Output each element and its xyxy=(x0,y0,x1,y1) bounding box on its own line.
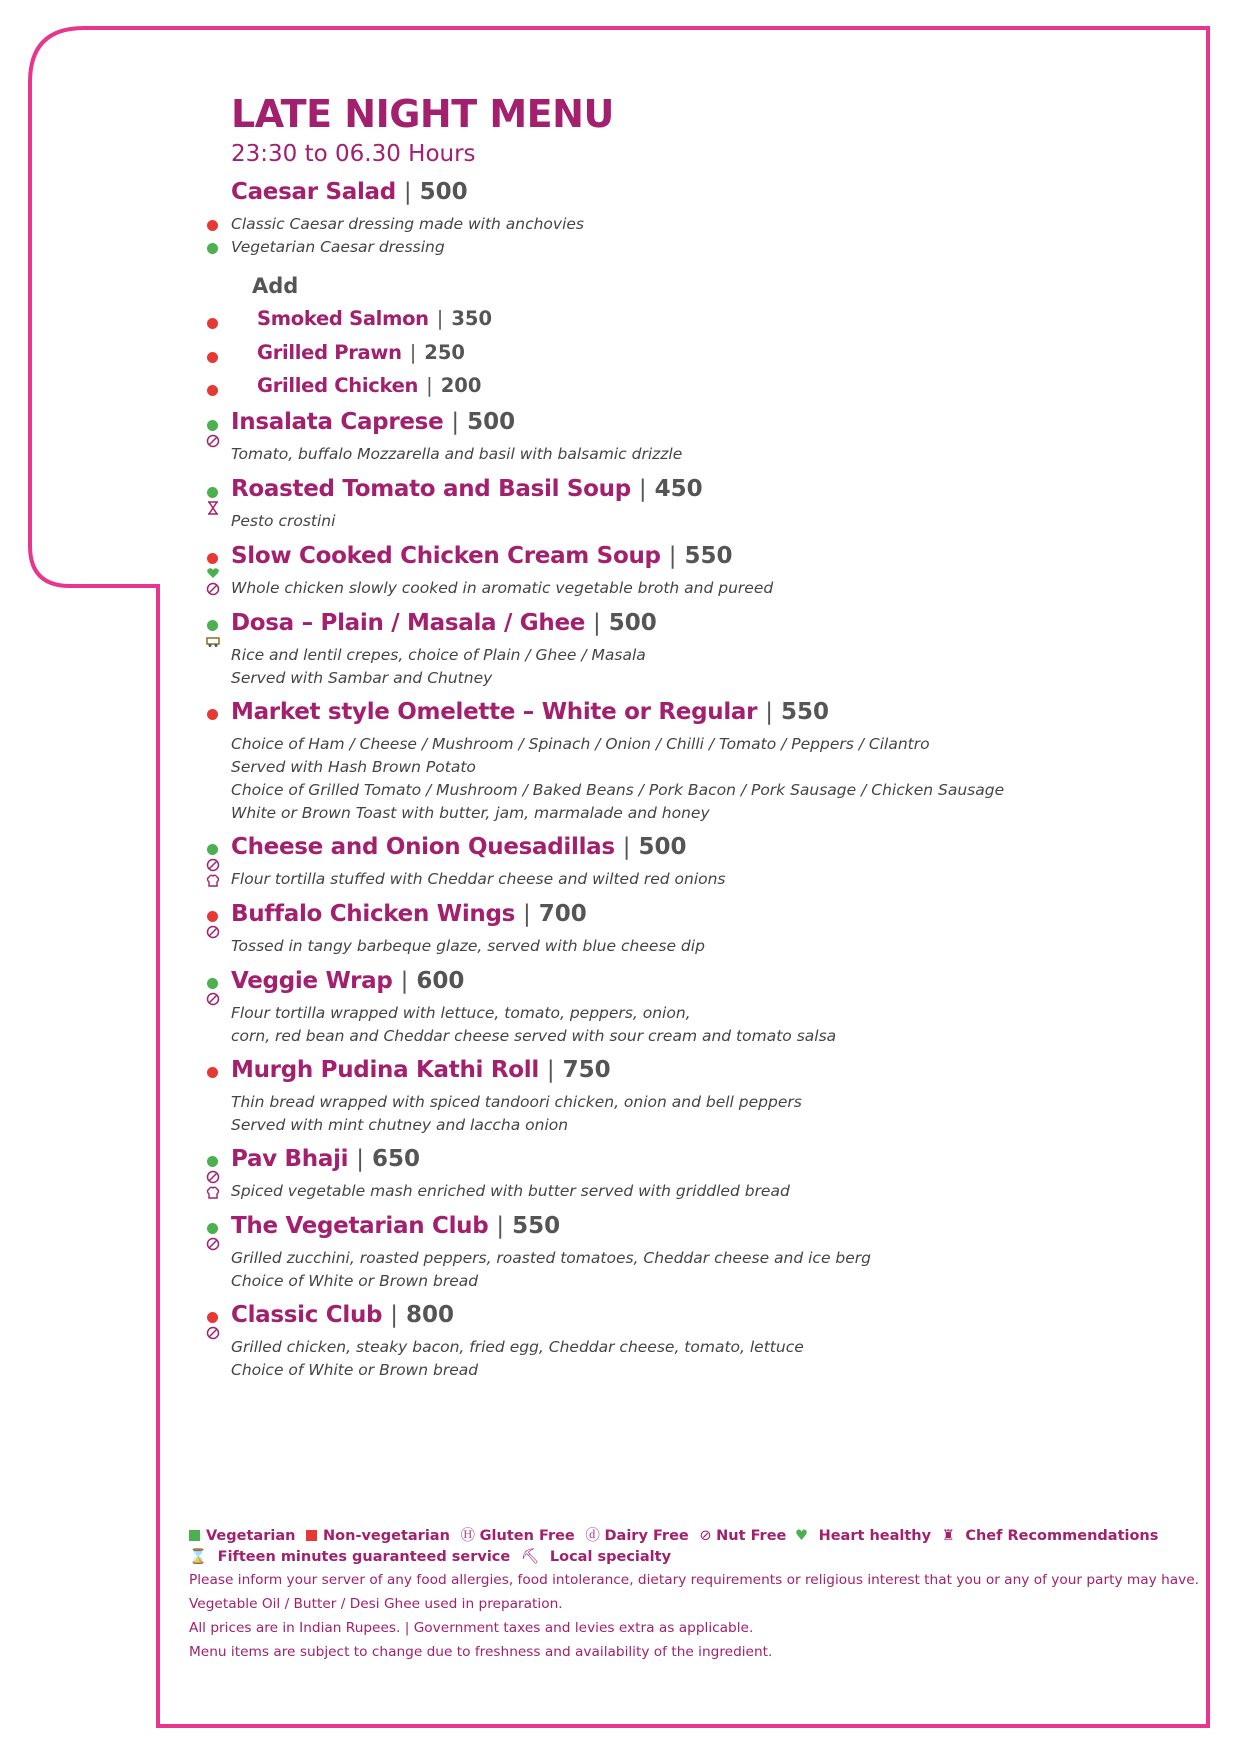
legend-gluten-free: Gluten Free xyxy=(479,1528,575,1544)
service-hours: 23:30 to 06.30 Hours xyxy=(231,141,476,167)
menu-item-insalata-caprese xyxy=(231,409,515,435)
nut-free-icon xyxy=(206,925,220,939)
non-veg-icon xyxy=(207,553,218,564)
separator: | xyxy=(403,179,412,205)
dairy-free-icon: ⓓ xyxy=(585,1528,600,1544)
legend-nut-free: Nut Free xyxy=(716,1528,787,1544)
item-price: 600 xyxy=(416,968,465,994)
nut-free-icon xyxy=(206,992,220,1006)
chef-hat-icon: ♜ xyxy=(941,1528,955,1544)
menu-item-omelette xyxy=(231,699,829,725)
veg-square-icon xyxy=(189,1530,200,1541)
veg-icon xyxy=(207,243,218,254)
addon-name: Smoked Salmon xyxy=(257,307,429,330)
menu-title: LATE NIGHT MENU xyxy=(231,92,614,136)
item-description: Flour tortilla wrapped with lettuce, tomato, peppers, onion, xyxy=(231,1004,691,1022)
item-description: Choice of Ham / Cheese / Mushroom / Spinach / Onion / Chilli / Tomato / Peppers / Cilantro xyxy=(231,735,930,753)
separator: | xyxy=(426,374,433,397)
nut-free-icon xyxy=(206,1237,220,1251)
addon-price: 200 xyxy=(440,374,482,397)
item-description: Served with mint chutney and laccha onion xyxy=(231,1116,569,1134)
item-name: Dosa – Plain / Masala / Ghee xyxy=(231,610,586,636)
item-description: Pesto crostini xyxy=(231,512,336,530)
veg-icon xyxy=(207,620,218,631)
separator: | xyxy=(451,409,460,435)
veg-icon xyxy=(207,420,218,431)
item-name: Murgh Pudina Kathi Roll xyxy=(231,1057,539,1083)
item-price: 550 xyxy=(684,543,733,569)
item-name: Slow Cooked Chicken Cream Soup xyxy=(231,543,661,569)
hourglass-icon: ⌛ xyxy=(189,1549,208,1565)
separator: | xyxy=(409,341,417,364)
separator: | xyxy=(400,968,409,994)
veg-icon xyxy=(207,844,218,855)
item-description: Tossed in tangy barbeque glaze, served with blue cheese dip xyxy=(231,937,705,955)
item-name: Buffalo Chicken Wings xyxy=(231,901,516,927)
item-description: corn, red bean and Cheddar cheese served with sour cream and tomato salsa xyxy=(231,1027,837,1045)
veg-icon xyxy=(207,1156,218,1167)
menu-item-caesar-salad xyxy=(231,179,468,205)
item-name: Cheese and Onion Quesadillas xyxy=(231,834,615,860)
legend-local-specialty: Local specialty xyxy=(549,1549,672,1565)
veg-icon xyxy=(207,487,218,498)
menu-item-tomato-basil-soup xyxy=(231,476,703,502)
item-description: Grilled zucchini, roasted peppers, roasted tomatoes, Cheddar cheese and ice berg xyxy=(231,1249,871,1267)
oil-note: Vegetable Oil / Butter / Desi Ghee used in preparation. xyxy=(189,1596,563,1612)
addon-grilled-prawn xyxy=(257,341,465,364)
item-name: Roasted Tomato and Basil Soup xyxy=(231,476,631,502)
separator: | xyxy=(390,1302,398,1328)
item-price: 550 xyxy=(780,699,829,725)
item-name: Classic Club xyxy=(231,1302,383,1328)
item-description: Rice and lentil crepes, choice of Plain / Ghee / Masala xyxy=(231,646,646,664)
item-description: Choice of White or Brown bread xyxy=(231,1361,479,1379)
nut-free-icon xyxy=(206,1170,220,1184)
non-veg-icon xyxy=(207,1312,218,1323)
add-label: Add xyxy=(252,274,299,298)
addon-name: Grilled Prawn xyxy=(257,341,402,364)
legend-dairy-free: Dairy Free xyxy=(604,1528,689,1544)
separator: | xyxy=(356,1146,365,1172)
separator: | xyxy=(496,1213,505,1239)
item-price: 550 xyxy=(512,1213,561,1239)
menu-item-quesadillas xyxy=(231,834,687,860)
legend-row-1 xyxy=(189,1524,1158,1545)
allergy-note: Please inform your server of any food allergies, food intolerance, dietary requirements or religious interest that you or any of your party may have. xyxy=(189,1572,1199,1588)
item-price: 700 xyxy=(538,901,587,927)
legend-fifteen-minutes: Fifteen minutes guaranteed service xyxy=(217,1549,511,1565)
local-specialty-icon xyxy=(206,634,220,648)
item-name: Insalata Caprese xyxy=(231,409,444,435)
non-veg-icon xyxy=(207,709,218,720)
item-description: Served with Sambar and Chutney xyxy=(231,669,493,687)
item-name: The Vegetarian Club xyxy=(231,1213,489,1239)
legend-heart-healthy: Heart healthy xyxy=(818,1528,932,1544)
addon-grilled-chicken xyxy=(257,374,481,397)
separator: | xyxy=(668,543,677,569)
item-description: Vegetarian Caesar dressing xyxy=(231,238,445,256)
item-price: 500 xyxy=(608,610,657,636)
non-veg-icon xyxy=(207,385,218,396)
menu-item-veggie-wrap xyxy=(231,968,464,994)
separator: | xyxy=(436,307,444,330)
item-price: 450 xyxy=(654,476,703,502)
item-description: Tomato, buffalo Mozzarella and basil with balsamic drizzle xyxy=(231,445,683,463)
menu-item-pav-bhaji xyxy=(231,1146,420,1172)
separator: | xyxy=(523,901,531,927)
nut-free-icon: ⊘ xyxy=(699,1528,712,1544)
local-specialty-icon: ⛏ xyxy=(520,1549,540,1565)
legend-chef-recommendations: Chef Recommendations xyxy=(965,1528,1159,1544)
item-description: Choice of White or Brown bread xyxy=(231,1272,479,1290)
item-price: 500 xyxy=(638,834,687,860)
item-price: 800 xyxy=(405,1302,454,1328)
separator: | xyxy=(638,476,647,502)
chef-hat-icon xyxy=(206,1186,220,1200)
legend-row-2 xyxy=(189,1548,671,1565)
hourglass-icon xyxy=(206,501,220,515)
non-veg-icon xyxy=(207,318,218,329)
item-description: White or Brown Toast with butter, jam, marmalade and honey xyxy=(231,804,710,822)
addon-name: Grilled Chicken xyxy=(257,374,419,397)
addon-price: 350 xyxy=(451,307,493,330)
item-price: 750 xyxy=(562,1057,611,1083)
veg-icon xyxy=(207,1223,218,1234)
separator: | xyxy=(546,1057,555,1083)
non-veg-square-icon xyxy=(306,1530,317,1541)
veg-icon xyxy=(207,978,218,989)
legend-vegetarian: Vegetarian xyxy=(206,1528,296,1544)
menu-item-dosa xyxy=(231,610,657,636)
availability-note: Menu items are subject to change due to freshness and availability of the ingredient. xyxy=(189,1644,773,1660)
non-veg-icon xyxy=(207,220,218,231)
item-description: Spiced vegetable mash enriched with butter served with griddled bread xyxy=(231,1182,790,1200)
menu-item-buffalo-wings xyxy=(231,901,587,927)
menu-item-classic-club xyxy=(231,1302,454,1328)
nut-free-icon xyxy=(206,582,220,596)
item-description: Flour tortilla stuffed with Cheddar cheese and wilted red onions xyxy=(231,870,726,888)
item-description: Thin bread wrapped with spiced tandoori chicken, onion and bell peppers xyxy=(231,1093,802,1111)
item-description: Served with Hash Brown Potato xyxy=(231,758,476,776)
heart-icon xyxy=(206,566,220,580)
item-name: Market style Omelette – White or Regular xyxy=(231,699,758,725)
nut-free-icon xyxy=(206,858,220,872)
item-price: 650 xyxy=(372,1146,421,1172)
addon-price: 250 xyxy=(424,341,466,364)
menu-item-chicken-cream-soup xyxy=(231,543,732,569)
non-veg-icon xyxy=(207,352,218,363)
gluten-free-icon: Ⓗ xyxy=(460,1528,476,1544)
item-name: Caesar Salad xyxy=(231,179,396,205)
item-price: 500 xyxy=(467,409,516,435)
legend-non-vegetarian: Non-vegetarian xyxy=(323,1528,450,1544)
heart-icon: ♥ xyxy=(794,1528,808,1544)
separator: | xyxy=(593,610,601,636)
item-name: Pav Bhaji xyxy=(231,1146,349,1172)
addon-smoked-salmon xyxy=(257,307,492,330)
item-description: Grilled chicken, steaky bacon, fried egg, Cheddar cheese, tomato, lettuce xyxy=(231,1338,804,1356)
nut-free-icon xyxy=(206,1326,220,1340)
menu-item-kathi-roll xyxy=(231,1057,611,1083)
nut-free-icon xyxy=(206,434,220,448)
item-name: Veggie Wrap xyxy=(231,968,393,994)
non-veg-icon xyxy=(207,1067,218,1078)
chef-hat-icon xyxy=(206,874,220,888)
non-veg-icon xyxy=(207,911,218,922)
separator: | xyxy=(765,699,773,725)
menu-item-vegetarian-club xyxy=(231,1213,560,1239)
separator: | xyxy=(622,834,631,860)
price-note: All prices are in Indian Rupees. | Government taxes and levies extra as applicable. xyxy=(189,1620,754,1636)
item-description: Whole chicken slowly cooked in aromatic vegetable broth and pureed xyxy=(231,579,774,597)
item-price: 500 xyxy=(419,179,468,205)
item-description: Classic Caesar dressing made with anchovies xyxy=(231,215,585,233)
item-description: Choice of Grilled Tomato / Mushroom / Baked Beans / Pork Bacon / Pork Sausage / Chicken Sausage xyxy=(231,781,1005,799)
